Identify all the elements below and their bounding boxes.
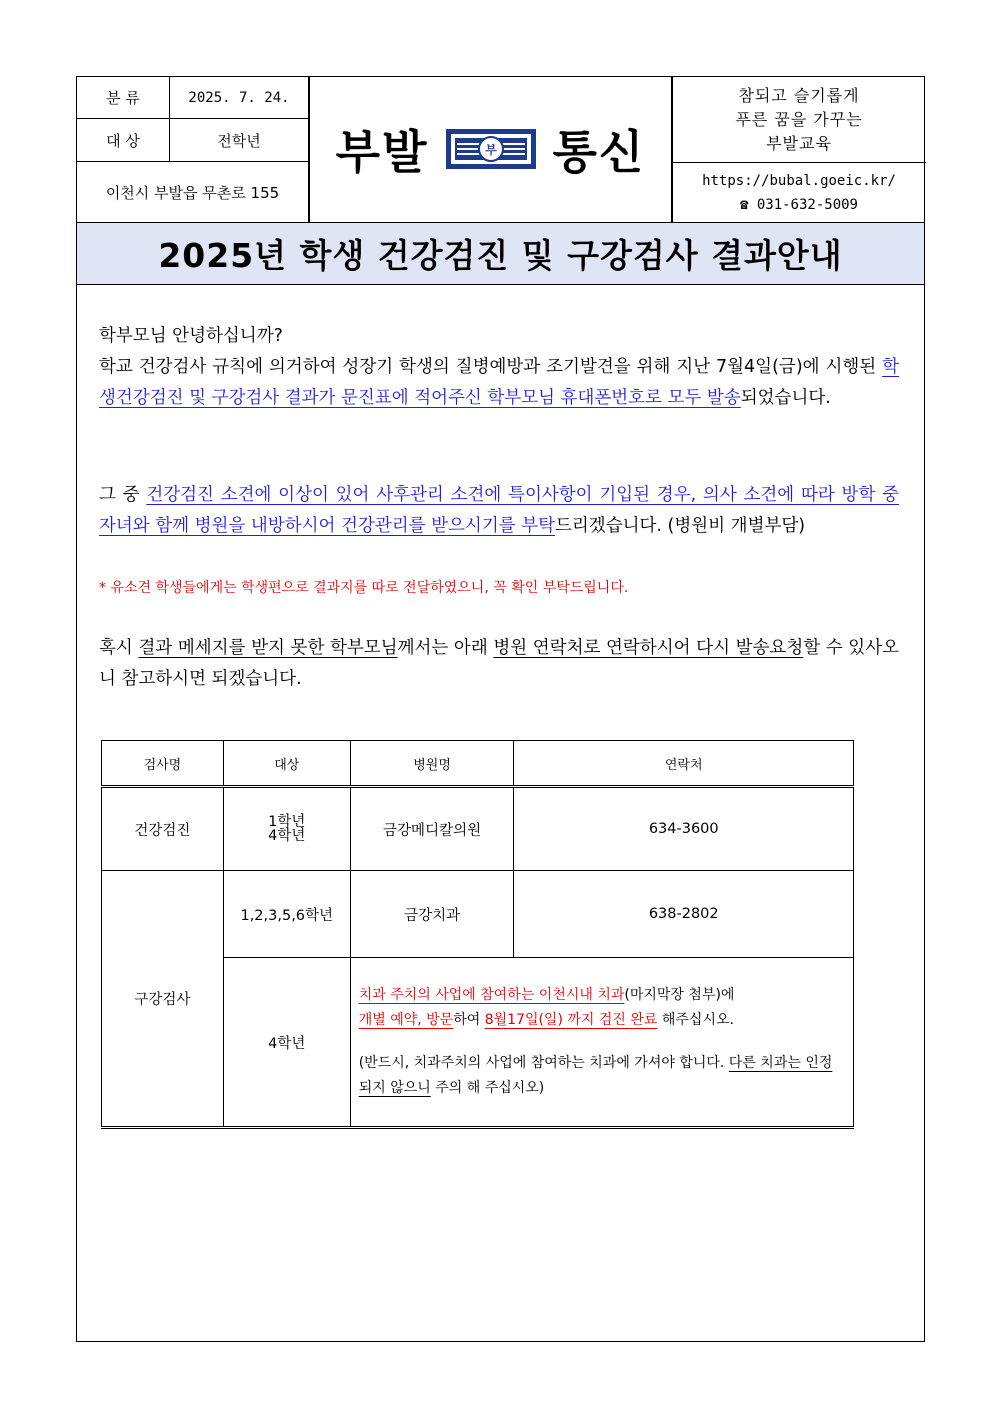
school-emblem-icon <box>445 128 537 170</box>
instruction-text: 하여 <box>453 1012 485 1028</box>
category-label: 분 류 <box>106 89 140 107</box>
p3-underline-1: 결과 메세지를 받지 못한 학부모님 <box>138 638 398 658</box>
instruction-line <box>359 983 845 1008</box>
instruction-underline: 다른 치과는 인정되지 않으니 <box>358 1055 833 1096</box>
p2-text: 그 중 <box>99 485 147 505</box>
p1-text-end: 되었습니다. <box>740 388 831 408</box>
header-target: 대상 <box>223 741 350 787</box>
p3-text-mid: 께서는 아래 <box>397 638 494 658</box>
greeting: 학부모님 안녕하십니까? <box>99 326 283 346</box>
target-grades: 1,2,3,5,6학년 <box>223 871 350 958</box>
paragraph-1 <box>99 352 899 414</box>
p1-highlight: 학생건강검진 및 구강검사 결과가 문진표에 적어주신 학부모님 휴대폰번호로 모두 발송 <box>99 357 899 408</box>
motto-line: 부발교육 <box>766 134 832 153</box>
website-link[interactable]: https://bubal.goeic.kr/ <box>702 173 896 189</box>
instruction-text: (반드시, 치과주치의 사업에 참여하는 치과에 가셔야 합니다. <box>358 1055 729 1071</box>
p3-text: 혹시 <box>99 638 139 658</box>
hospital-phone: 638-2802 <box>514 871 854 958</box>
phone-number: ☎ 031-632-5009 <box>739 197 858 213</box>
table-bottom-double-line <box>101 1128 854 1129</box>
p3-underline-2: 병원 연락처로 연락하시어 다시 발송요청 <box>493 638 804 658</box>
instruction-highlight: 개별 예약, 방문 <box>358 1012 454 1028</box>
exam-name: 건강검진 <box>102 787 224 871</box>
document-frame <box>76 76 925 1342</box>
logo-text-right: 통신 <box>552 125 646 179</box>
p3-text-end: 할 수 있사오니 참고하시면 되겠습니다. <box>99 638 900 689</box>
table-row <box>102 787 854 871</box>
school-address: 이천시 부발읍 무촌로 155 <box>105 183 280 202</box>
instruction-highlight: 치과 주치의 사업에 참여하는 이천시내 치과 <box>358 987 625 1003</box>
instruction-text: 주의 해 주십시오) <box>430 1080 545 1096</box>
target-grade: 1학년 <box>268 814 306 830</box>
target-label: 대 상 <box>106 131 140 150</box>
header-hospital: 병원명 <box>350 741 514 787</box>
school-contact <box>672 163 926 223</box>
page-title: 2025년 학생 건강검진 및 구강검사 결과안내 <box>158 236 843 275</box>
dental-instructions <box>350 958 853 1127</box>
target-grades <box>223 787 350 871</box>
table-header-row <box>102 741 854 787</box>
instruction-text: 해주십시오. <box>657 1012 734 1028</box>
instruction-text: (마지막장 첨부)에 <box>624 987 735 1003</box>
notice-note: * 유소견 학생들에게는 학생편으로 결과지를 따로 전달하였으니, 꼭 확인 부탁드립니다. <box>99 580 629 596</box>
p2-text-end: 드리겠습니다. (병원비 개별부담) <box>555 516 806 536</box>
school-motto <box>672 77 926 163</box>
target-grade: 4학년 <box>268 828 306 844</box>
newsletter-header <box>77 77 924 223</box>
instruction-highlight: 8월17일(일) 까지 검진 완료 <box>484 1012 658 1028</box>
title-bar <box>77 223 924 285</box>
issue-date: 2025. 7. 24. <box>188 89 290 106</box>
paragraph-3 <box>99 633 899 695</box>
p1-text: 학교 건강검사 규칙에 의거하여 성장기 학생의 질병예방과 조기발견을 위해 지난 7월4일(금)에 시행된 <box>99 357 883 377</box>
table-row <box>102 871 854 958</box>
target-value: 전학년 <box>217 131 261 150</box>
header-contact: 연락처 <box>514 741 854 787</box>
hospital-name: 금강치과 <box>350 871 514 958</box>
instruction-line <box>359 1008 845 1033</box>
exam-name: 구강검사 <box>102 871 224 1127</box>
hospital-phone: 634-3600 <box>514 787 854 871</box>
target-grades: 4학년 <box>223 958 350 1127</box>
svg-text:부: 부 <box>484 143 497 157</box>
instruction-line <box>359 1051 845 1101</box>
newsletter-logo <box>309 77 672 221</box>
hospital-name: 금강메디칼의원 <box>350 787 514 871</box>
motto-line: 참되고 슬기롭게 <box>738 86 860 105</box>
motto-line: 푸른 꿈을 가꾸는 <box>735 110 863 129</box>
hospital-contact-table <box>101 740 854 1127</box>
header-exam: 검사명 <box>102 741 224 787</box>
logo-text-left: 부발 <box>335 125 429 179</box>
p2-highlight: 건강검진 소견에 이상이 있어 사후관리 소견에 특이사항이 기입된 경우, 의사 소견에 따라 방학 중 자녀와 함께 병원을 내방하시어 건강관리를 받으시기를 부탁 <box>99 485 900 536</box>
paragraph-2 <box>99 480 899 542</box>
